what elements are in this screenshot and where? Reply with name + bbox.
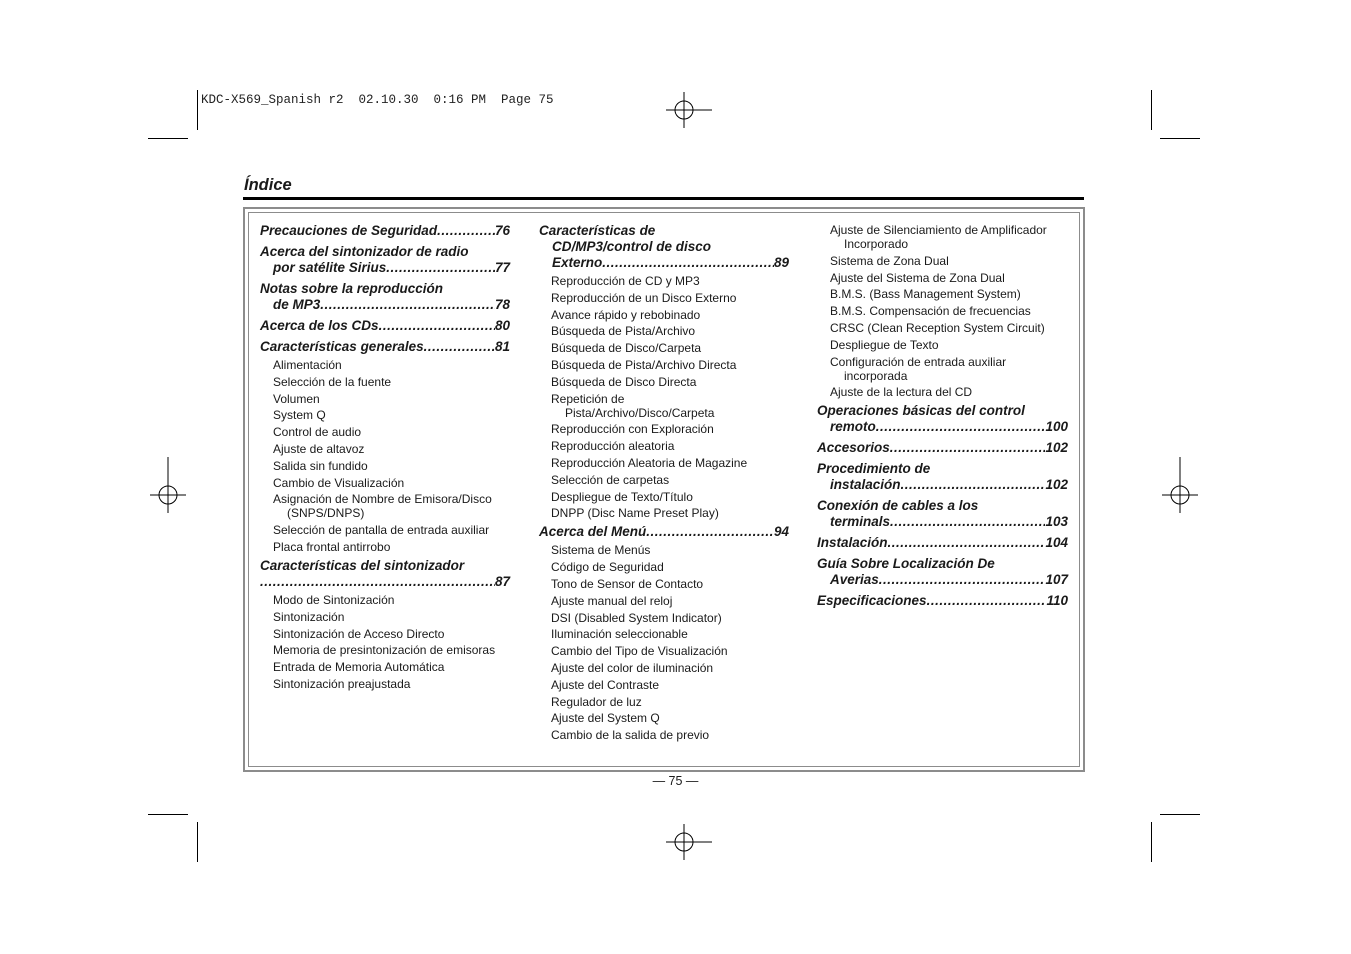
crop-mark (148, 138, 188, 139)
toc-entry[interactable]: Operaciones básicas del control remoto ..... 100 (817, 403, 1068, 435)
toc-subitems (817, 223, 1068, 399)
toc-subitem[interactable]: Código de Seguridad (551, 560, 664, 575)
registration-mark-icon (1162, 437, 1198, 513)
toc-subitem[interactable]: Ajuste del Contraste (551, 677, 660, 692)
toc-subitem[interactable]: Reproducción con Exploración (551, 422, 714, 437)
toc-subitem[interactable]: B.M.S. (Bass Management System) (830, 287, 1021, 302)
toc-subitem[interactable]: Sistema de Zona Dual (830, 253, 949, 268)
toc-subitem[interactable]: Cambio de la salida de previo (551, 728, 710, 743)
toc-subitem[interactable]: Memoria de presintonización de emisoras (273, 643, 496, 658)
toc-subitem[interactable]: Iluminación seleccionable (551, 627, 688, 642)
toc-subitem[interactable]: Sistema de Menús (551, 543, 651, 558)
toc-entry[interactable]: Características de CD/MP3/control de disco Externo ..... 89 (539, 223, 789, 271)
toc-entry[interactable]: Procedimiento de instalación ..... 102 (817, 461, 1068, 493)
toc-entry[interactable]: Precauciones de Seguridad ..... 76 (260, 223, 510, 239)
toc-entry[interactable]: Conexión de cables a los terminals ..... 103 (817, 498, 1068, 530)
toc-subitem[interactable]: Regulador de luz (551, 694, 642, 709)
registration-mark-icon (656, 92, 712, 128)
toc-entry[interactable]: Acerca de los CDs ..... 80 (260, 318, 510, 334)
toc-subitem[interactable]: Reproducción de un Disco Externo (551, 290, 737, 305)
toc-column-2 (539, 223, 789, 746)
toc-subitem[interactable]: Ajuste de Silenciamiento de Amplificador Incorporado (830, 223, 1047, 251)
toc-subitem[interactable]: Sintonización (273, 609, 345, 624)
toc-entry[interactable]: Notas sobre la reproducción de MP3 ..... 78 (260, 281, 510, 313)
toc-subitem[interactable]: Despliegue de Texto/Título (551, 489, 693, 504)
toc-subitem[interactable]: Despliegue de Texto (830, 337, 939, 352)
registration-mark-icon (656, 824, 712, 860)
toc-entry[interactable]: Especificaciones ..... 110 (817, 593, 1068, 609)
crop-mark (1151, 90, 1152, 130)
toc-subitem[interactable]: CRSC (Clean Reception System Circuit) (830, 320, 1045, 335)
toc-subitem[interactable]: Ajuste del color de iluminación (551, 660, 714, 675)
toc-subitem[interactable]: Sintonización preajustada (273, 676, 411, 691)
toc-subitems (260, 358, 510, 554)
print-header: KDC-X569_Spanish r2 02.10.30 0:16 PM Page 75 (201, 93, 554, 107)
crop-mark (197, 90, 198, 130)
toc-subitem[interactable]: Ajuste de la lectura del CD (830, 385, 973, 400)
toc-subitem[interactable]: Reproducción aleatoria (551, 439, 675, 454)
page-title: Índice (244, 176, 292, 194)
toc-subitem[interactable]: Sintonización de Acceso Directo (273, 626, 445, 641)
toc-subitem[interactable]: Búsqueda de Pista/Archivo Directa (551, 357, 737, 372)
toc-subitem[interactable]: Ajuste de altavoz (273, 441, 365, 456)
registration-mark-icon (150, 437, 186, 513)
toc-entry[interactable]: Accesorios ..... 102 (817, 440, 1068, 456)
toc-subitem[interactable]: Búsqueda de Disco/Carpeta (551, 341, 702, 356)
toc-subitem[interactable]: DSI (Disabled System Indicator) (551, 610, 722, 625)
toc-entry[interactable]: Características generales ..... 81 (260, 339, 510, 355)
toc-subitem[interactable]: Selección de pantalla de entrada auxiliar (273, 523, 490, 538)
crop-mark (1160, 814, 1200, 815)
toc-entry[interactable]: Acerca del sintonizador de radio por satélite Sirius ..... 77 (260, 244, 510, 276)
toc-subitem[interactable]: Ajuste manual del reloj (551, 593, 673, 608)
toc-subitem[interactable]: Cambio de Visualización (273, 475, 405, 490)
toc-subitem[interactable]: Ajuste del System Q (551, 711, 660, 726)
toc-subitem[interactable]: Modo de Sintonización (273, 592, 395, 607)
crop-mark (1160, 138, 1200, 139)
toc-subitems (539, 274, 789, 520)
toc-subitems (539, 543, 789, 742)
toc-column-3 (817, 223, 1068, 614)
toc-subitem[interactable]: Configuración de entrada auxiliar incorporada (830, 354, 1007, 383)
crop-mark (197, 822, 198, 862)
toc-subitem[interactable]: Control de audio (273, 425, 362, 440)
toc-entry[interactable]: Características del sintonizador ..... 87 (260, 558, 510, 590)
toc-subitem[interactable]: Ajuste del Sistema de Zona Dual (830, 270, 1005, 285)
page-number: — 75 — (652, 774, 699, 788)
toc-entry[interactable]: Acerca del Menú ..... 94 (539, 524, 789, 540)
toc-subitem[interactable]: Salida sin fundido (273, 458, 368, 473)
toc-subitem[interactable]: Reproducción de CD y MP3 (551, 274, 700, 288)
toc-subitem[interactable]: Búsqueda de Pista/Archivo (551, 324, 696, 339)
toc-subitem[interactable]: Avance rápido y rebobinado (551, 307, 701, 322)
toc-subitem[interactable]: Tono de Sensor de Contacto (551, 576, 704, 591)
toc-subitems (260, 593, 510, 691)
toc-subitem[interactable]: Entrada de Memoria Automática (273, 660, 445, 675)
toc-subitem[interactable]: Placa frontal antirrobo (273, 539, 391, 554)
toc-subitem[interactable]: Repetición de Pista/Archivo/Disco/Carpeta (551, 391, 715, 420)
toc-subitem[interactable]: Asignación de Nombre de Emisora/Disco (SNPS/DNPS) (273, 492, 492, 521)
toc-subitem[interactable]: DNPP (Disc Name Preset Play) (551, 506, 719, 521)
toc-subitem[interactable]: System Q (273, 408, 326, 423)
toc-subitem[interactable]: Búsqueda de Disco Directa (551, 374, 697, 389)
toc-subitem[interactable]: Selección de carpetas (551, 472, 670, 487)
crop-mark (148, 814, 188, 815)
title-rule (243, 197, 1084, 200)
toc-subitem[interactable]: Alimentación (273, 358, 342, 372)
toc-subitem[interactable]: Cambio del Tipo de Visualización (551, 644, 728, 659)
toc-entry[interactable]: Instalación ..... 104 (817, 535, 1068, 551)
toc-subitem[interactable]: B.M.S. Compensación de frecuencias (830, 304, 1031, 319)
toc-subitem[interactable]: Selección de la fuente (273, 374, 392, 389)
toc-column-1 (260, 223, 510, 695)
crop-mark (1151, 822, 1152, 862)
toc-entry[interactable]: Guía Sobre Localización De Averias ..... 107 (817, 556, 1068, 588)
toc-subitem[interactable]: Reproducción Aleatoria de Magazine (551, 455, 748, 470)
toc-subitem[interactable]: Volumen (273, 391, 320, 406)
